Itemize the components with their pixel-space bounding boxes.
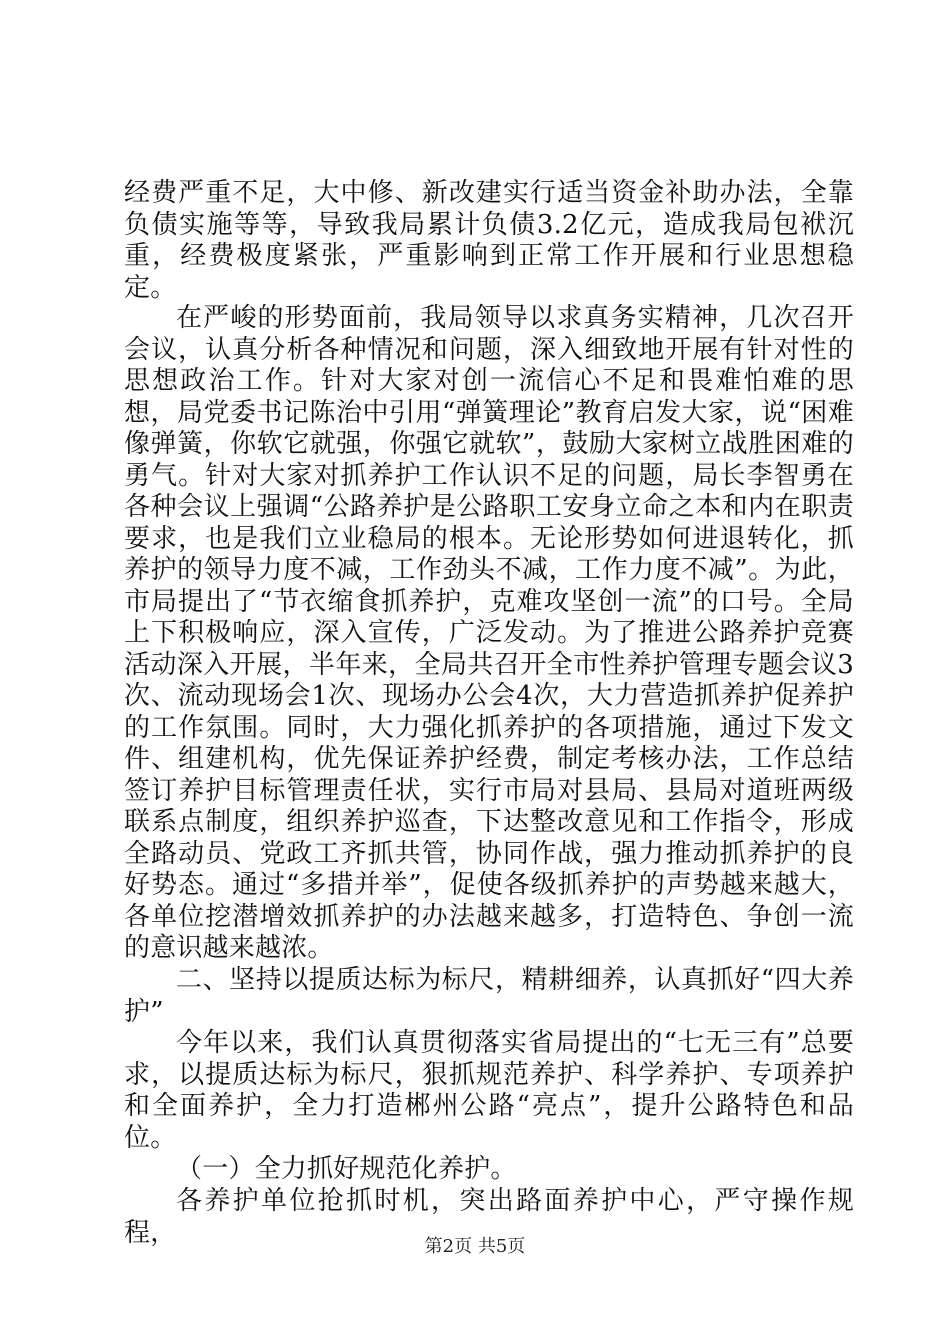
paragraph-leadership: 在严峻的形势面前，我局领导以求真务实精神，几次召开会议，认真分析各种情况和问题，深入细致地开展有针对性的思想政治工作。针对大家对创一流信心不足和畏难怕难的思想，局党委书记陈治中引用“弹簧理论”教育启发大家，说“困难像弹簧，你软它就强，你强它就软”，鼓励大家树立战胜困难的勇气。针对大家对抓养护工作认识不足的问题，局长李智勇在各种会议上强调“公路养护是公路职工安身立命之本和内在职责要求，也是我们立业稳局的根本。无论形势如何进退转化，抓养护的领导力度不减，工作劲头不减，工作力度不减”。为此，市局提出了“节衣缩食抓养护，克难攻坚创一流”的口号。全局上下积极响应，深入宣传，广泛发动。为了推进公路养护竞赛活动深入开展，半年来，全局共召开全市性养护管理专题会议3次、流动现场会1次、现场办公会4次，大力营造抓养护促养护的工作氛围。同时，大力强化抓养护的各项措施，通过下发文件、组建机构，优先保证养护经费，制定考核办法，工作总结签订养护目标管理责任状，实行市局对县局、县局对道班两级联系点制度，组织养护巡查，下达整改意见和工作指令，形成全路动员、党政工齐抓共管，协同作战，强力推动抓养护的良好势态。通过“多措并举”，促使各级抓养护的声势越来越大，各单位挖潜增效抓养护的办法越来越多，打造特色、争创一流的意识越来越浓。 [124, 303, 854, 963]
paragraph-this-year: 今年以来，我们认真贯彻落实省局提出的“七无三有”总要求，以提质达标为标尺，狠抓规范养护、科学养护、专项养护和全面养护，全力打造郴州公路“亮点”，提升公路特色和品位。 [124, 1028, 854, 1153]
section-heading-two: 二、坚持以提质达标为标尺，精耕细养，认真抓好“四大养护” [124, 965, 854, 1027]
page-number-footer: 第2页 共5页 [424, 1236, 526, 1257]
subsection-heading-one: （一）全力抓好规范化养护。 [176, 1154, 517, 1184]
paragraph-maintenance-units: 各养护单位抢抓时机，突出路面养护中心，严守操作规程， [124, 1186, 854, 1248]
paragraph-continuation: 经费严重不足，大中修、新改建实行适当资金补助办法，全靠负债实施等等，导致我局累计负债3.2亿元，造成我局包袱沉重，经费极度紧张，严重影响到正常工作开展和行业思想稳定。 [124, 178, 854, 303]
